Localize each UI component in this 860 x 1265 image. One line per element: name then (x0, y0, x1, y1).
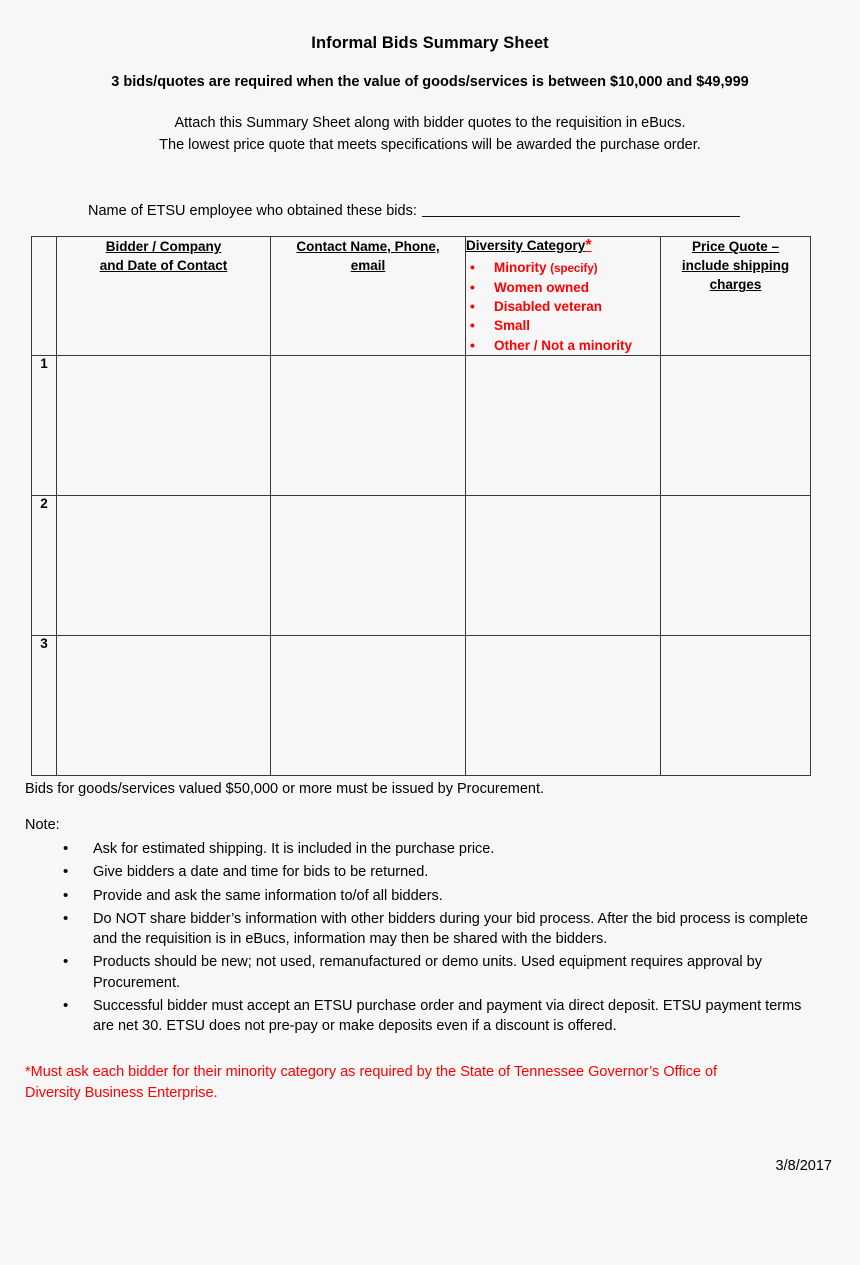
header-price-line-2: include shipping (681, 258, 790, 274)
document-date: 3/8/2017 (775, 1158, 832, 1174)
header-diversity-title: Diversity Category (466, 238, 586, 254)
bids-table-container (0, 219, 860, 776)
note-items-list (25, 839, 820, 1039)
note-item-same-information: • Provide and ask the same information to/of all bidders. (25, 886, 820, 909)
header-price-line-1: Price Quote – (691, 239, 780, 255)
diversity-minority-qualifier: (specify) (550, 263, 598, 276)
row-number-2: 2 (32, 496, 57, 636)
row-number-1: 1 (32, 356, 57, 496)
header-contact-info (271, 237, 466, 356)
row-number-3: 3 (32, 636, 57, 776)
diversity-options-list (466, 258, 660, 355)
procurement-threshold-note: Bids for goods/services valued $50,000 or more must be issued by Procurement. (25, 781, 545, 798)
table-row (32, 496, 811, 636)
cell-contact-1[interactable] (271, 356, 466, 496)
instruction-line-1: Attach this Summary Sheet along with bidder quotes to the requisition in eBucs. (174, 115, 686, 131)
table-header-row (32, 237, 811, 356)
header-diversity-asterisk: * (585, 237, 592, 255)
note-item-deadline: • Give bidders a date and time for bids to be returned. (25, 862, 820, 885)
diversity-option-disabled-veteran: • Disabled veteran (466, 297, 660, 316)
header-contact-line-2: email (350, 258, 386, 274)
cell-diversity-2[interactable] (466, 496, 661, 636)
header-price-line-3: charges (709, 277, 762, 293)
diversity-option-women-owned: • Women owned (466, 278, 660, 297)
note-item-payment-terms: • Successful bidder must accept an ETSU purchase order and payment via direct deposit. ETSU payment terms are net 30. ETSU does not pre-pay or make deposits even if a discount is offered. (25, 996, 820, 1040)
cell-bidder-1[interactable] (57, 356, 271, 496)
cell-price-1[interactable] (661, 356, 811, 496)
header-contact-line-1: Contact Name, Phone, (296, 239, 440, 255)
notes-section (0, 776, 860, 1104)
instruction-line-2: The lowest price quote that meets specifications will be awarded the purchase order. (159, 137, 701, 154)
document-subtitle: 3 bids/quotes are required when the value of goods/services is between $10,000 and $49,999 (111, 74, 749, 90)
diversity-option-other: • Other / Not a minority (466, 336, 660, 355)
document-instructions (0, 90, 860, 156)
table-row (32, 636, 811, 776)
cell-bidder-2[interactable] (57, 496, 271, 636)
note-item-product-condition: • Products should be new; not used, remanufactured or demo units. Used equipment requires approval by Procurement. (25, 952, 820, 996)
table-row (32, 356, 811, 496)
bids-table (31, 236, 811, 776)
employee-name-field (0, 156, 860, 219)
cell-diversity-3[interactable] (466, 636, 661, 776)
cell-contact-3[interactable] (271, 636, 466, 776)
note-item-shipping: • Ask for estimated shipping. It is included in the purchase price. (25, 839, 820, 862)
page-title: Informal Bids Summary Sheet (311, 34, 549, 52)
diversity-option-minority-label: Minority (494, 260, 547, 276)
header-bidder-line-1: Bidder / Company (105, 239, 222, 255)
cell-bidder-3[interactable] (57, 636, 271, 776)
cell-price-3[interactable] (661, 636, 811, 776)
employee-name-input[interactable] (422, 203, 740, 217)
diversity-option-minority (466, 258, 660, 278)
header-diversity-category (466, 237, 661, 356)
note-item-confidentiality: • Do NOT share bidder’s information with other bidders during your bid process. After the bid process is complete and the requisition is in eBucs, information may then be shared with the bidders. (25, 909, 820, 953)
note-heading: Note: (25, 817, 60, 834)
diversity-option-small: • Small (466, 316, 660, 335)
header-bidder-company (57, 237, 271, 356)
header-row-number (32, 237, 57, 356)
header-bidder-line-2: and Date of Contact (99, 258, 228, 274)
cell-diversity-1[interactable] (466, 356, 661, 496)
header-price-quote (661, 237, 811, 356)
employee-name-label: Name of ETSU employee who obtained these bids: (88, 203, 417, 220)
cell-contact-2[interactable] (271, 496, 466, 636)
cell-price-2[interactable] (661, 496, 811, 636)
diversity-footnote: *Must ask each bidder for their minority category as required by the State of Tennessee Governor’s Office of Diversity Business Enterprise. (25, 1063, 718, 1102)
